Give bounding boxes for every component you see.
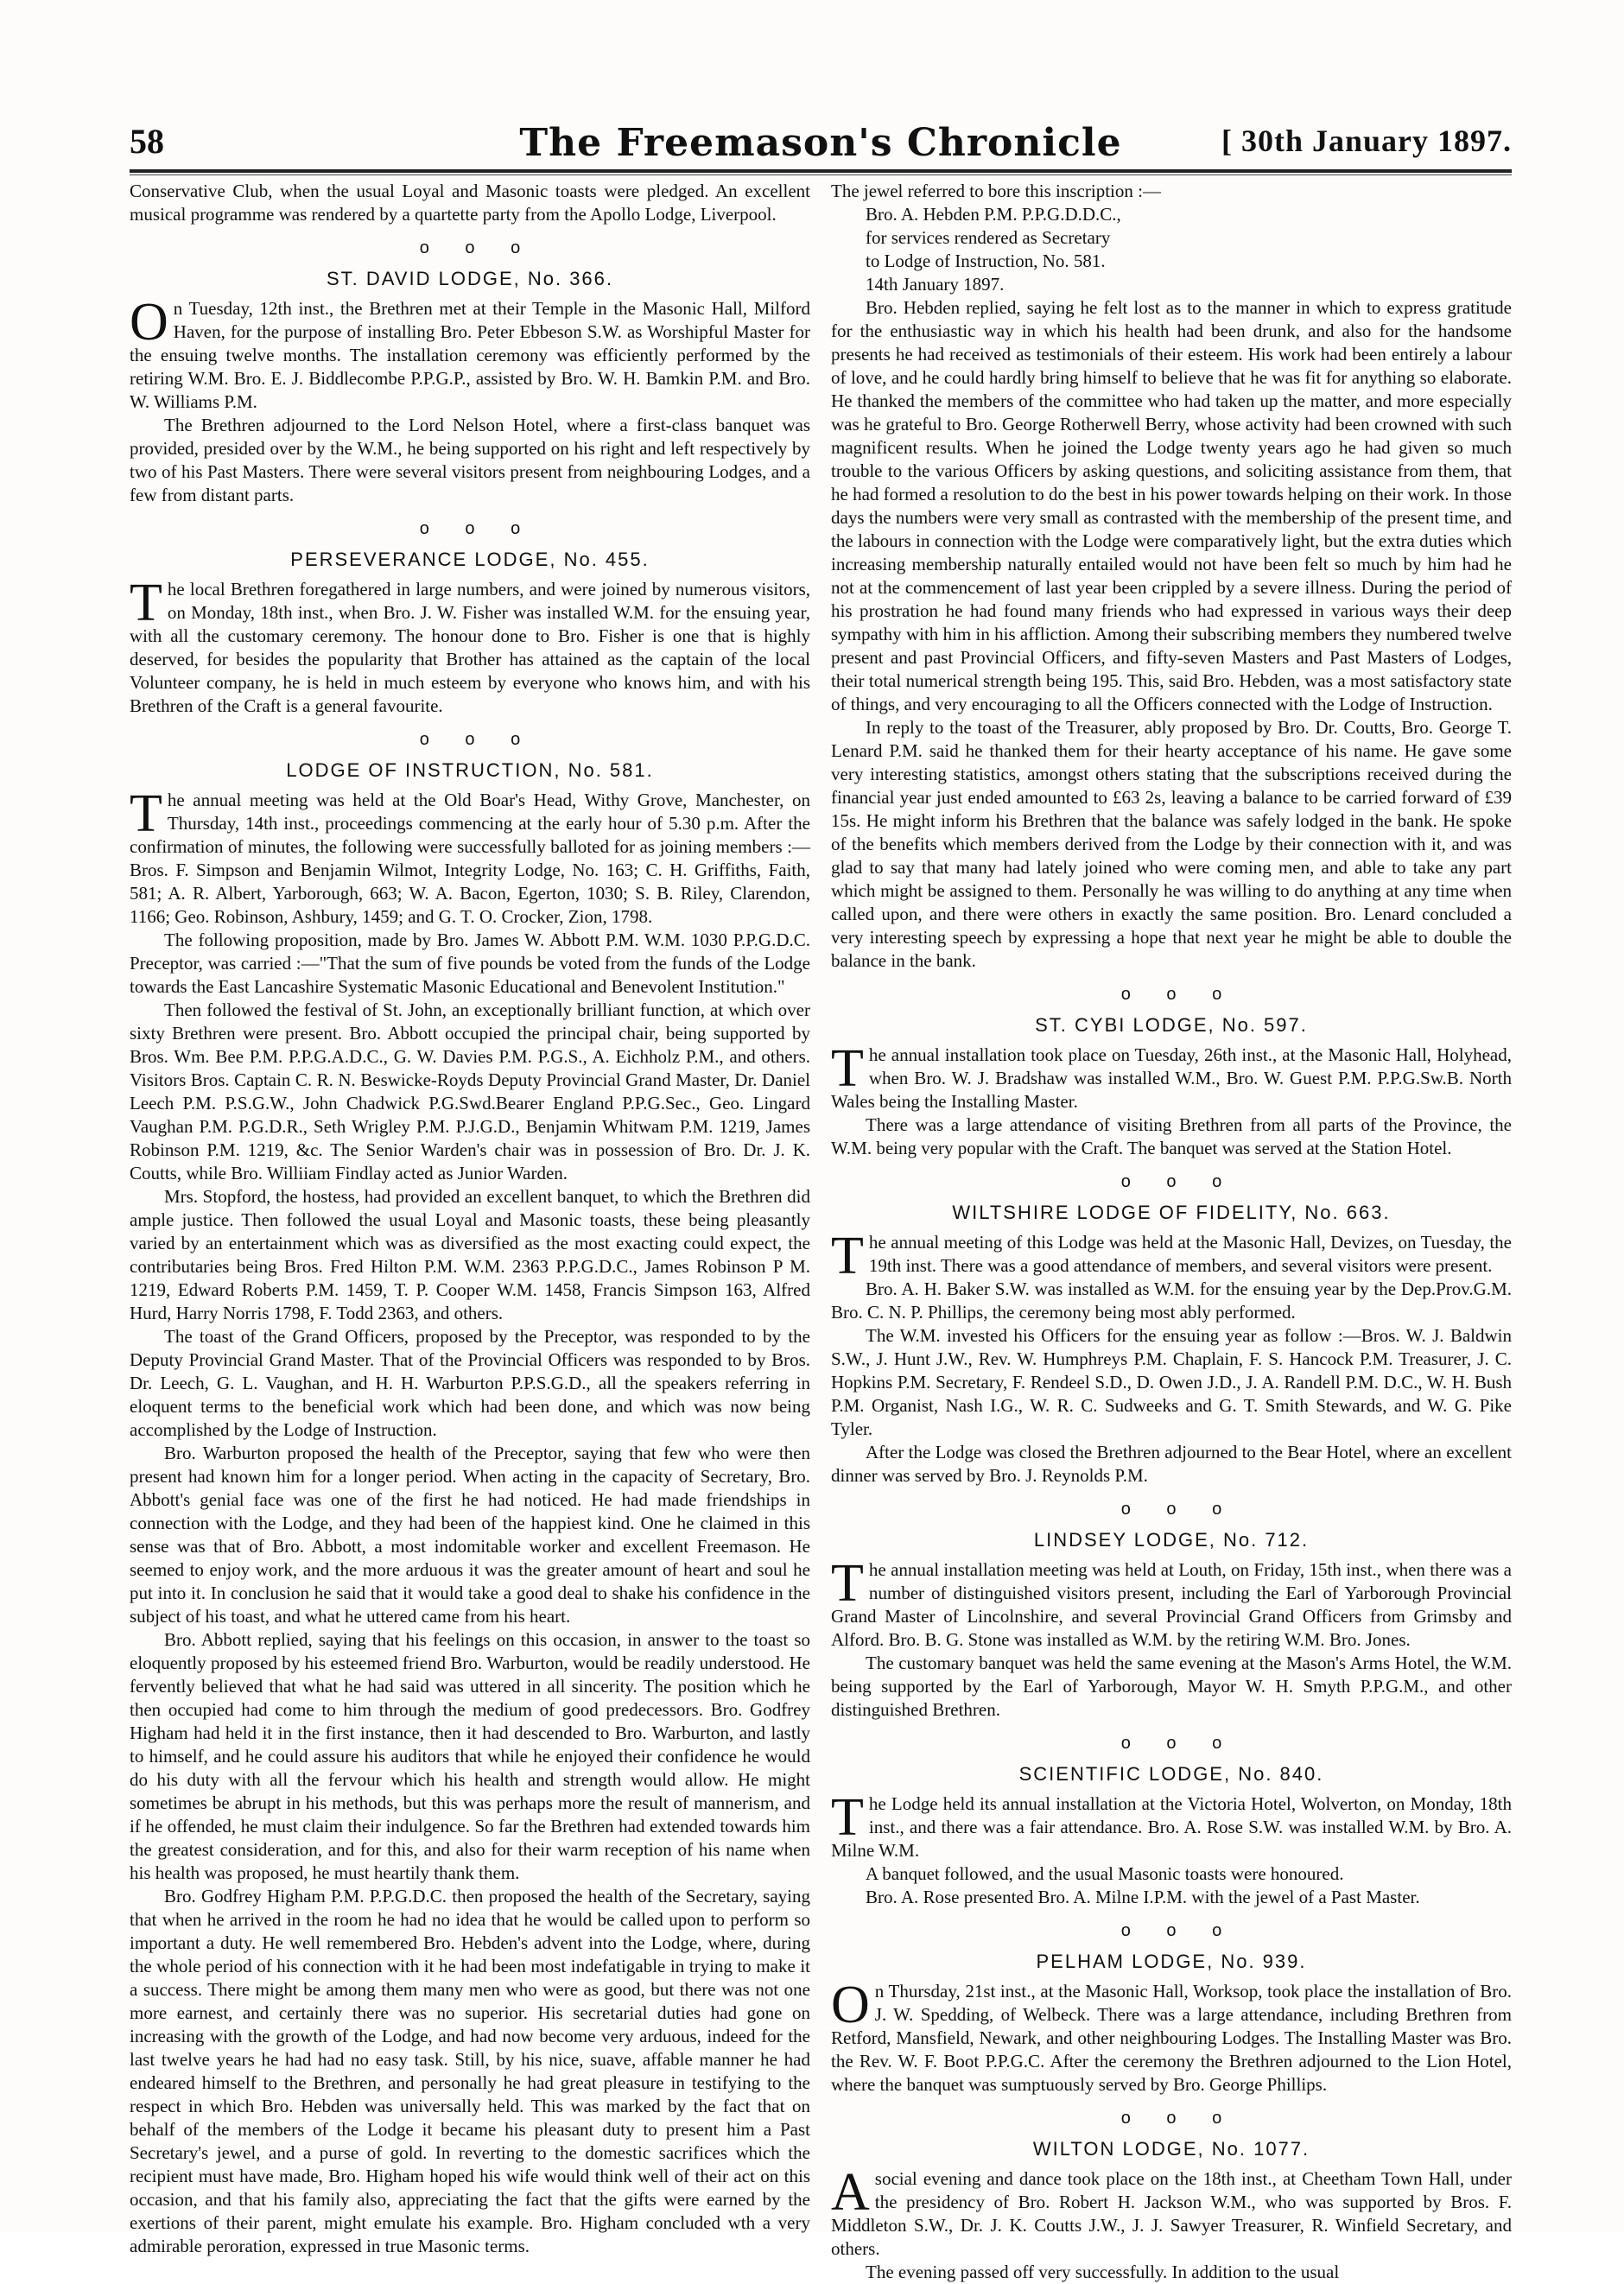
- article-paragraph: The W.M. invested his Officers for the ensuing year as follow :—Bros. W. J. Baldwin S.W., J. Hunt J.W., Rev. W. Humphreys P.M. Chaplain, F. S. Hancock P.M. Treasurer, J. C. Hopkins P.M. Secretary, F. Rendeel S.D., D. Owen J.D., J. A. Randell P.M. D.C., W. H. Bush P.M. Organist, Nash I.G., W. R. C. Sudweeks and G. T. Smith Stewards, and W. G. Pike Tyler.: [831, 1325, 1512, 1439]
- left-column: [130, 180, 810, 2256]
- article-paragraph: The annual installation meeting was held at Louth, on Friday, 15th inst., when there was a number of distinguished visitors present, including the Earl of Yarborough Provincial Grand Master of Lincolnshire, and several Provincial Grand Officers from Grimsby and Alford. Bro. B. G. Stone was installed as W.M. by the retiring W.M. Bro. Jones.: [831, 1554, 1512, 1650]
- header-rule: [130, 169, 1512, 173]
- section-heading: PERSEVERANCE LODGE, No. 455.: [290, 549, 650, 570]
- inscription-line: to Lodge of Instruction, No. 581.: [866, 251, 1106, 271]
- section-ornament: o o o: [1120, 2109, 1222, 2128]
- section-ornament: o o o: [1120, 1172, 1222, 1191]
- article-paragraph: Bro. Hebden replied, saying he felt lost as to the manner in which to express gratitude for the enthusiastic way in which his health had been drunk, and also for the handsome presents he had received as testimonials of their esteem. His work had been entirely a labour of love, and he could hardly bring himself to believe that he was fit for anything so elaborate. He thanked the members of the committee who had taken up the matter, and more especially was he grateful to Bro. George Rotherwell Berry, whose activity had been crowned with such magnificent results. When he joined the Lodge twenty years ago he had given so much trouble to the various Officers by asking questions, and soliciting assistance from them, that he had formed a resolution to do the best in his power towards helping on their work. In those days the numbers were very small as contrasted with the membership of the present time, and the labours in connection with the Lodge were comparatively light, but the extra duties which increasing membership naturally entailed would not have been felt so much by him had he not at the commencement of last year been crippled by a severe illness. During the period of his prostration he had found many friends who had expressed in various ways their deep sympathy with him in his affliction. Among their subscribing members they numbered twelve present and past Provincial Officers, and fifty-seven Masters and Past Masters of Lodges, their total numerical strength being 195. This, said Bro. Hebden, was a most satisfactory state of things, and very encouraging to all the Officers connected with the Lodge of Instruction.: [831, 297, 1512, 714]
- section-ornament: o o o: [1120, 1500, 1222, 1519]
- section-heading: LODGE OF INSTRUCTION, No. 581.: [286, 759, 654, 781]
- article-paragraph: Bro. A. Rose presented Bro. A. Milne I.P.M. with the jewel of a Past Master.: [866, 1887, 1420, 1907]
- section-heading: PELHAM LODGE, No. 939.: [1036, 1951, 1307, 1972]
- article-paragraph: A banquet followed, and the usual Masonic toasts were honoured.: [866, 1863, 1344, 1884]
- article-paragraph: The toast of the Grand Officers, proposed by the Preceptor, was responded to by the Deputy Provincial Grand Master. That of the Provincial Officers was responded to by Bros. Dr. Leech, G. L. Vaughan, and H. H. Warburton P.P.S.G.D., all the speakers referring in eloquent terms to the beneficial work which had been done, and which was now being accomplished by the Lodge of Instruction.: [130, 1326, 810, 1440]
- inscription-line: for services rendered as Secretary: [866, 227, 1111, 248]
- article-paragraph: The annual meeting of this Lodge was held at the Masonic Hall, Devizes, on Tuesday, the 19th inst. There was a good attendance of members, and several visitors were present.: [831, 1227, 1512, 1285]
- article-paragraph: Then followed the festival of St. John, an exceptionally brilliant function, at which over sixty Brethren were present. Bro. Abbott occupied the principal chair, being supported by Bros. Wm. Bee P.M. P.P.G.A.D.C., G. W. Davies P.M. P.G.S., A. Eichholz P.M., and others. Visitors Bros. Captain C. R. N. Beswicke-Royds Deputy Provincial Grand Master, Dr. Daniel Leech P.M. P.S.G.W., John Chadwick P.G.Swd.Bearer England P.P.G.Sec., Geo. Lingard Vaughan P.M. P.G.D.R., Seth Wrigley P.M. P.J.G.D., Benjamin Whitwam P.M. 1219, James Robinson P.M. 1219, &c. The Senior Warden's chair was in possession of Bro. Dr. J. K. Coutts, while Bro. Williiam Findlay acted as Junior Warden.: [130, 999, 810, 1183]
- right-column: [831, 180, 1512, 2282]
- article-paragraph: After the Lodge was closed the Brethren adjourned to the Bear Hotel, where an excellent dinner was served by Bro. J. Reynolds P.M.: [831, 1442, 1512, 1486]
- section-heading: SCIENTIFIC LODGE, No. 840.: [1018, 1763, 1324, 1785]
- section-ornament: o o o: [1120, 1921, 1222, 1940]
- article-paragraph: Bro. Warburton proposed the health of the Preceptor, saying that few who were then present had known him for a longer period. When acting in the capacity of Secretary, Bro. Abbott's genial face was one of the first he had noticed. He had made friendships in connection with the Lodge, and they had been of the happiest kind. One he claimed in this sense was that of Bro. Abbott, a most indomitable worker and excellent Freemason. He seemed to enjoy work, and the more arduous it was the greater amount of heart and soul he put into it. In conclusion he said that it would take a good deal to shake his confidence in the subject of his toast, and what he uttered came from his heart.: [130, 1443, 810, 1627]
- article-paragraph: There was a large attendance of visiting Brethren from all parts of the Province, the W.M. being very popular with the Craft. The banquet was served at the Station Hotel.: [831, 1114, 1512, 1158]
- article-paragraph: Bro. A. H. Baker S.W. was installed as W.M. for the ensuing year by the Dep.Prov.G.M. Bro. C. N. P. Phillips, the ceremony being most ably performed.: [831, 1278, 1512, 1323]
- section-ornament: o o o: [419, 519, 521, 538]
- section-ornament: o o o: [419, 730, 521, 749]
- article-paragraph: The local Brethren foregathered in large numbers, and were joined by numerous visitors, on Monday, 18th inst., when Bro. J. W. Fisher was installed W.M. for the ensuing year, with all the customary ceremony. The honour done to Bro. Fisher is one that is highly deserved, for besides the popularity that Brother has attained as the captain of the local Volunteer company, he is held in much esteem by everyone who knows him, and with his Brethren of the Craft is a general favourite.: [130, 574, 810, 716]
- article-paragraph: Bro. Godfrey Higham P.M. P.P.G.D.C. then proposed the health of the Secretary, saying that when he arrived in the room he had no idea that he would be called upon to perform so important a duty. He well remembered Bro. Hebden's advent into the Lodge, where, during the whole period of his connection with it he had been most indefatigable in trying to make it a success. There might be among them many men who were as good, but there was not one more earnest, and certainly there was no superior. His secretarial duties had gone on increasing with the growth of the Lodge, and had now become very arduous, indeed for the last twelve years he had had no easy task. Still, by his nice, suave, affable manner he had endeared himself to the Brethren, and personally he had great pleasure in testifying to the respect in which Bro. Hebden was universally held. This was marked by the fact that on behalf of the members of the Lodge it became his pleasant duty to present him a Past Secretary's jewel, and a purse of gold. In reverting to the domestic sacrifices which the recipient must have made, Bro. Higham hoped his wife would think well of their act on this occasion, and that his family also, appreciating the fact that the gifts were earned by the exertions of their parent, might emulate his example. Bro. Higham concluded wth a very admirable peroration, expressed in true Masonic terms.: [130, 1886, 810, 2256]
- article-paragraph: Conservative Club, when the usual Loyal and Masonic toasts were pledged. An excellent musical programme was rendered by a quartette party from the Apollo Lodge, Liverpool.: [130, 181, 810, 225]
- article-paragraph: In reply to the toast of the Treasurer, ably proposed by Bro. Dr. Coutts, Bro. George T. Lenard P.M. said he thanked them for their hearty acceptance of his name. He gave some very interesting statistics, amongst others stating that the subscriptions received during the financial year just ended amounted to £63 2s, leaving a balance to be carried forward of £39 15s. He might inform his Brethren that the balance was safely lodged in the bank. He spoke of the benefits which members derived from the Lodge by their connection with it, and was glad to say that many had lately joined who were coming men, and able to take any part which might be assigned to them. Personally he was willing to do anything at any time when called upon, and there were others in exactly the same position. Bro. Lenard concluded a very interesting speech by expressing a hope that next year he might be able to double the balance in the bank.: [831, 717, 1512, 971]
- section-ornament: o o o: [419, 238, 521, 257]
- article-paragraph: The following proposition, made by Bro. James W. Abbott P.M. W.M. 1030 P.P.G.D.C. Preceptor, was carried :—"That the sum of five pounds be voted from the funds of the Lodge towards the East Lancashire Systematic Masonic Educational and Benevolent Institution.": [130, 929, 810, 997]
- inscription-line: 14th January 1897.: [866, 274, 1005, 295]
- section-heading: WILTON LODGE, No. 1077.: [1032, 2138, 1310, 2160]
- section-heading: ST. CYBI LODGE, No. 597.: [1035, 1014, 1308, 1036]
- header-rule-thin: [130, 174, 1512, 175]
- article-paragraph: The annual installation took place on Tuesday, 26th inst., at the Masonic Hall, Holyhead, when Bro. W. J. Bradshaw was installed W.M., Bro. W. Guest P.M. P.P.G.Sw.B. North Wales being the Installing Master.: [831, 1039, 1512, 1112]
- inscription-line: Bro. A. Hebden P.M. P.P.G.D.D.C.,: [866, 204, 1121, 225]
- issue-date: [ 30th January 1897.: [1221, 124, 1512, 158]
- article-paragraph: The customary banquet was held the same evening at the Mason's Arms Hotel, the W.M. being supported by the Earl of Yarborough, Mayor W. H. Smyth P.P.G.M., and other distinguished Brethren.: [831, 1653, 1512, 1720]
- article-paragraph: The jewel referred to bore this inscription :—: [831, 181, 1161, 201]
- article-paragraph: Asocial evening and dance took place on the 18th inst., at Cheetham Town Hall, under the presidency of Bro. Robert H. Jackson W.M., who was supported by Bros. F. Middleton S.W., Dr. J. K. Coutts J.W., J. J. Sawyer Treasurer, R. Winfield Secretary, and others.: [831, 2163, 1512, 2259]
- article-paragraph: On Thursday, 21st inst., at the Masonic Hall, Worksop, took place the installation of Bro. J. W. Spedding, of Welbeck. There was a large attendance, including Brethren from Retford, Mansfield, Newark, and other neighbouring Lodges. The Installing Master was Bro. the Rev. W. F. Boot P.P.G.C. After the ceremony the Brethren adjourned to the Lion Hotel, where the banquet was sumptuously served by Bro. George Phillips.: [831, 1976, 1512, 2095]
- section-heading: WILTSHIRE LODGE OF FIDELITY, No. 663.: [952, 1202, 1391, 1223]
- page-number: 58: [130, 122, 164, 161]
- article-paragraph: On Tuesday, 12th inst., the Brethren met at their Temple in the Masonic Hall, Milford Haven, for the purpose of installing Bro. Peter Ebbeson S.W. as Worshipful Master for the ensuing twelve months. The installation ceremony was efficiently performed by the retiring W.M. Bro. E. J. Biddlecombe P.P.G.P., assisted by Bro. W. H. Bamkin P.M. and Bro. W. Williams P.M.: [130, 293, 810, 412]
- section-heading: ST. DAVID LODGE, No. 366.: [326, 268, 614, 289]
- section-ornament: o o o: [1120, 1734, 1222, 1753]
- section-heading: LINDSEY LODGE, No. 712.: [1033, 1529, 1310, 1551]
- article-paragraph: The evening passed off very successfully. In addition to the usual: [866, 2262, 1340, 2282]
- article-paragraph: Mrs. Stopford, the hostess, had provided an excellent banquet, to which the Brethren did ample justice. Then followed the usual Loyal and Masonic toasts, these being pleasantly varied by an entertainment which was as diversified as the most exacting could expect, the contributaries being Bros. Fred Hilton P.M. W.M. 2363 P.P.G.D.C., James Robinson P M. 1219, Edward Roberts P.M. 1459, T. P. Cooper W.M. 1458, Francis Simpson 163, Alfred Hurd, Harry Norris 1798, F. Todd 2363, and others.: [130, 1186, 810, 1323]
- article-paragraph: Bro. Abbott replied, saying that his feelings on this occasion, in answer to the toast so eloquently proposed by his esteemed friend Bro. Warburton, would be readily understood. He fervently believed that what he had said was uttered in all sincerity. The position which he then occupied had come to him through the medium of good predecessors. Bro. Godfrey Higham had held it in the first instance, then it had descended to Bro. Warburton, and lastly to himself, and he could assure his auditors that while he enjoyed their confidence he would do his duty with all the fervour which his health and strength would allow. He might sometimes be abrupt in his methods, but this was perhaps more the result of mannerism, and if he offended, he must claim their indulgence. So far the Brethren had extended towards him the greatest consideration, and for this, and also for their warm reception of his name when his health was proposed, he must heartily thank them.: [130, 1629, 810, 1883]
- article-paragraph: The Brethren adjourned to the Lord Nelson Hotel, where a first-class banquet was provided, presided over by the W.M., he being supported on his right and left respectively by two of his Past Masters. There were several visitors present from neighbouring Lodges, and a few from distant parts.: [130, 415, 810, 505]
- page-header: [130, 121, 1512, 173]
- article-paragraph: The annual meeting was held at the Old Boar's Head, Withy Grove, Manchester, on Thursday, 14th inst., proceedings commencing at the early hour of 5.30 p.m. After the confirmation of minutes, the following were successfully balloted for as joining members :—Bros. F. Simpson and Benjamin Wilmot, Integrity Lodge, No. 163; C. H. Griffiths, Faith, 581; A. R. Albert, Yarborough, 663; W. A. Bacon, Egerton, 1030; S. B. Riley, Clarendon, 1166; Geo. Robinson, Ashbury, 1459; and G. T. O. Crocker, Zion, 1798.: [130, 784, 810, 927]
- masthead-title: The Freemason's Chronicle: [519, 121, 1122, 165]
- section-ornament: o o o: [1120, 985, 1222, 1004]
- article-paragraph: The Lodge held its annual installation at the Victoria Hotel, Wolverton, on Monday, 18th inst., and there was a fair attendance. Bro. A. Rose S.W. was installed W.M. by Bro. A. Milne W.M.: [831, 1788, 1512, 1861]
